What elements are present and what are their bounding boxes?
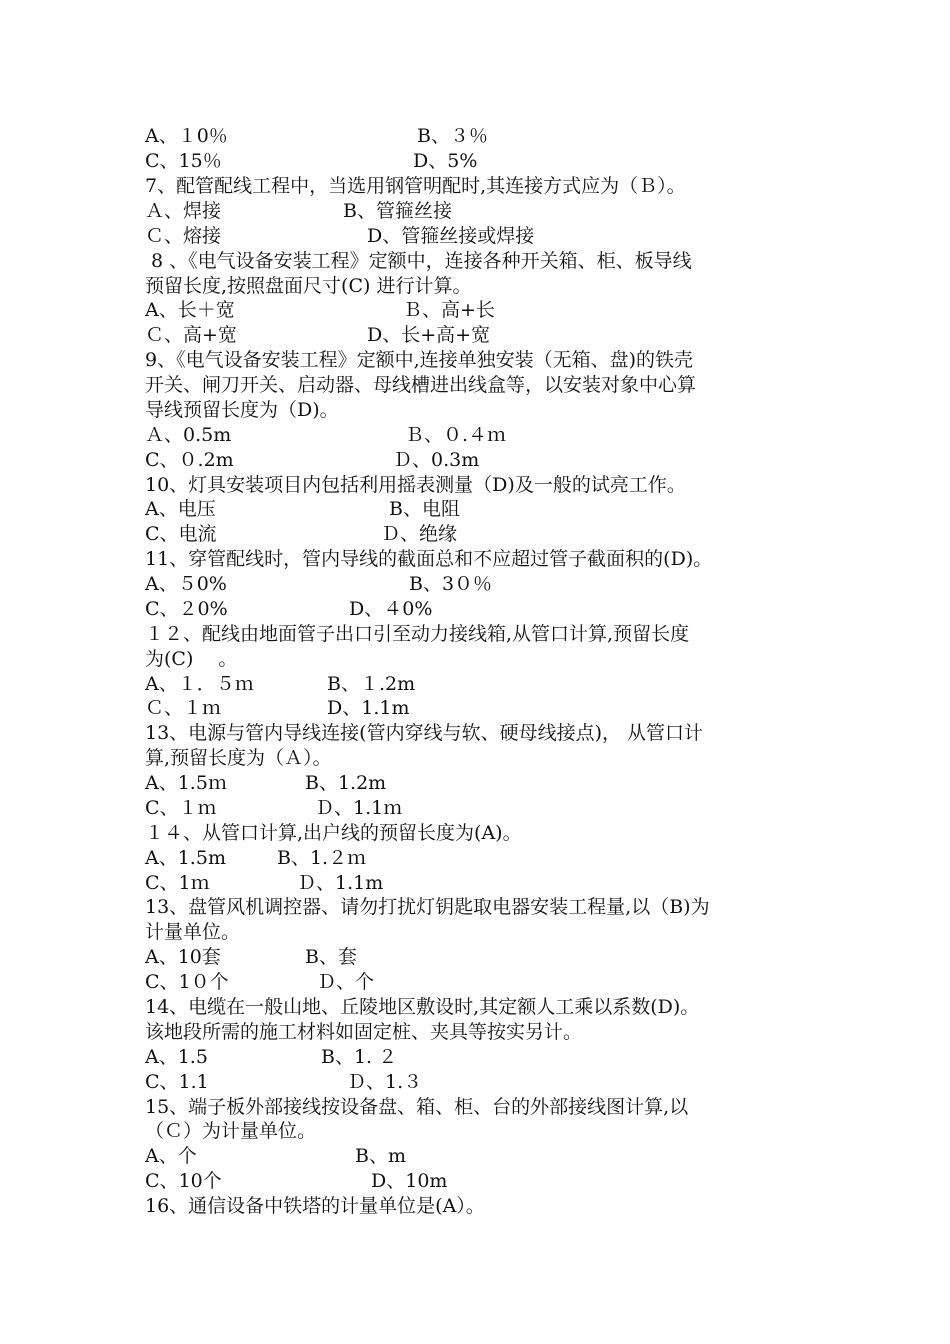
option-b: B、套: [305, 946, 357, 968]
option-d: D、长+高+宽: [367, 324, 491, 346]
option-c: C、10个: [145, 1170, 222, 1192]
question-text: 9、《电气设备安装工程》定额中,连接单独安装（无箱、盘)的铁壳: [145, 349, 694, 371]
option-b: B、1.2m: [305, 772, 387, 794]
option-d: Ｄ、1.1ｍ: [315, 797, 403, 819]
option-a: A、1.5ｍ: [145, 772, 227, 794]
option-a: Ａ、焊接: [145, 200, 222, 222]
option-d: D、5%: [413, 150, 478, 172]
option-c: C、２0%: [145, 598, 228, 620]
option-d: D、10m: [371, 1170, 448, 1192]
option-b: B、3０％: [409, 573, 493, 595]
question-text: 13、盘管风机调控器、请勿打扰灯钥匙取电器安装工程量,以（B)为: [145, 896, 710, 918]
question-text: １２、配线由地面管子出口引至动力接线箱,从管口计算,预留长度: [145, 623, 690, 645]
question-text: （Ｃ）为计量单位。: [145, 1120, 317, 1142]
option-a: A、长＋宽: [145, 299, 235, 321]
option-b: B、1.２ｍ: [277, 847, 367, 869]
option-c: Ｃ、１ｍ: [145, 697, 222, 719]
question-text: 导线预留长度为（D)。: [145, 399, 339, 421]
option-a: Ａ、0.5m: [145, 424, 232, 446]
option-b: Ｂ、高+长: [403, 299, 495, 321]
option-d: Ｄ、0.3m: [393, 449, 480, 471]
option-d: D、1.1m: [327, 697, 410, 719]
question-text: 预留长度,按照盘面尺寸(C) 进行计算。: [145, 275, 472, 297]
option-c: C、０.2m: [145, 449, 234, 471]
option-d: Ｄ、1.３: [347, 1071, 423, 1093]
option-a: A、1.5m: [145, 847, 226, 869]
question-text: 11、穿管配线时，管内导线的截面总和不应超过管子截面积的(D)。: [145, 548, 713, 570]
question-text: 15、端子板外部接线按设备盘、箱、柜、台的外部接线图计算,以: [145, 1096, 689, 1118]
option-b: B、３％: [417, 125, 488, 147]
option-c: Ｃ、高+宽: [145, 324, 237, 346]
option-b: B、管箍丝接: [343, 200, 452, 222]
question-text: 算,预留长度为（Ａ）。: [145, 747, 332, 769]
option-b: B、1. ２: [321, 1046, 398, 1068]
question-text: 10、灯具安装项目内包括利用摇表测量（D)及一般的试亮工作。: [145, 474, 686, 496]
option-c: Ｃ、熔接: [145, 225, 222, 247]
option-d: D、４0%: [349, 598, 433, 620]
option-c: C、1.1: [145, 1071, 209, 1093]
question-text: 该地段所需的施工材料如固定桩、夹具等按实另计。: [145, 1021, 583, 1043]
question-text: 开关、闸刀开关、启动器、母线槽进出线盒等，以安装对象中心算: [145, 374, 697, 396]
question-text: 13、电源与管内导线连接(管内穿线与软、硬母线接点)， 从管口计: [145, 722, 704, 744]
question-text: 7、配管配线工程中，当选用钢管明配时,其连接方式应为（Ｂ）。: [145, 175, 686, 197]
option-a: A、个: [145, 1145, 197, 1167]
option-c: C、1ｍ: [145, 872, 210, 894]
option-b: B、１.2m: [327, 673, 416, 695]
option-b: B、m: [355, 1145, 406, 1167]
option-a: A、５0%: [145, 573, 227, 595]
option-c: C、电流: [145, 523, 217, 545]
option-b: Ｂ、０.４ｍ: [405, 424, 507, 446]
option-d: D、管箍丝接或焊接: [367, 225, 535, 247]
option-c: C、1０个: [145, 971, 229, 993]
question-text: 计量单位。: [145, 921, 241, 943]
question-text: 14、电缆在一般山地、丘陵地区敷设时,其定额人工乘以系数(D)。: [145, 996, 700, 1018]
question-text: 8 、《电气设备安装工程》定额中，连接各种开关箱、柜、板导线: [145, 250, 692, 272]
option-a: A、电压: [145, 498, 216, 520]
option-d: Ｄ、绝缘: [381, 523, 458, 545]
option-d: Ｄ、个: [317, 971, 375, 993]
option-a: A、10套: [145, 946, 221, 968]
option-c: C、１ｍ: [145, 797, 217, 819]
option-b: B、电阻: [389, 498, 460, 520]
question-text: １４、从管口计算,出户线的预留长度为(A)。: [145, 822, 522, 844]
option-a: A、1.5: [145, 1046, 208, 1068]
question-text: 16、通信设备中铁塔的计量单位是(A）。: [145, 1195, 485, 1217]
option-c: C、15％: [145, 150, 222, 172]
question-text: 为(C) 。: [145, 648, 238, 670]
option-d: Ｄ、1.1m: [297, 872, 384, 894]
option-a: A、１0％: [145, 125, 228, 147]
option-a: A、１．５ｍ: [145, 673, 254, 695]
